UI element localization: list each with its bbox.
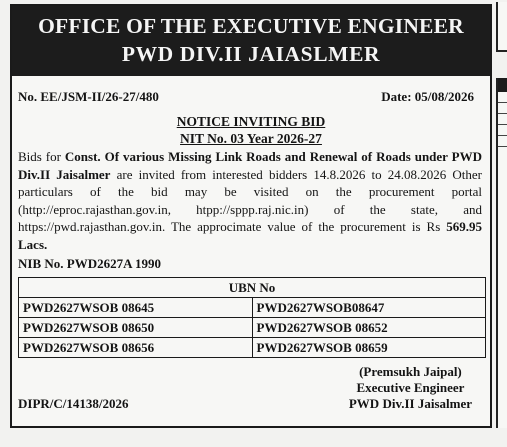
adjacent-ad-row xyxy=(498,114,507,125)
ubn-cell: PWD2627WSOB 08650 xyxy=(19,318,253,338)
reference-line xyxy=(12,76,490,107)
nit-number: NIT No. 03 Year 2026-27 xyxy=(180,131,322,146)
division-title: PWD DIV.II JAIASLMER xyxy=(121,42,381,66)
ubn-cell: PWD2627WSOB 08656 xyxy=(19,338,253,358)
notice-header xyxy=(12,6,490,76)
table-row xyxy=(19,298,486,318)
adjacent-ad-row xyxy=(498,136,507,147)
work-description: Const. Of various Missing Link Roads and Renewal of Roads under PWD Div.II Jaisalmer xyxy=(18,149,482,182)
ubn-cell: PWD2627WSOB 08652 xyxy=(252,318,486,338)
ubn-cell: PWD2627WSOB 08659 xyxy=(252,338,486,358)
nib-number: NIB No. PWD2627A 1990 xyxy=(18,256,162,271)
adjacent-ad-row xyxy=(498,125,507,136)
signature-block xyxy=(349,364,472,412)
notice-heading: NOTICE INVITING BID xyxy=(176,114,326,129)
notice-date: Date: 05/08/2026 xyxy=(381,89,474,104)
table-row xyxy=(19,338,486,358)
ubn-cell: PWD2627WSOB08647 xyxy=(252,298,486,318)
ubn-table xyxy=(18,277,486,358)
body-intro: Bids for xyxy=(18,149,65,164)
table-row xyxy=(19,318,486,338)
procurement-value: 569.95 Lacs. xyxy=(18,219,482,252)
notice-footer xyxy=(12,358,490,412)
adjacent-ad-header xyxy=(498,78,507,92)
adjacent-ad-edge-bottom xyxy=(496,78,507,428)
adjacent-ad-row xyxy=(498,103,507,114)
adjacent-ad-edge-top xyxy=(496,2,507,52)
signatory-designation: Executive Engineer xyxy=(356,380,465,395)
dipr-number: DIPR/C/14138/2026 xyxy=(18,396,129,411)
ubn-header-row xyxy=(19,278,486,298)
notice-body xyxy=(12,148,490,253)
body-details: are invited from interested bidders 14.8.2026 to 24.08.2026 Other particulars of the bid may be visited on the procurement portal (http://eproc.rajasthan.gov.in, htpp://sppp.raj.nic.in) of the state, and https://pwd.rajasthan.gov.in. The approcimate value of the procurement is Rs xyxy=(18,166,482,234)
adjacent-ad-row xyxy=(498,92,507,103)
signatory-name: (Premsukh Jaipal) xyxy=(359,364,462,379)
office-title: OFFICE OF THE EXECUTIVE ENGINEER xyxy=(38,14,464,38)
ubn-header: UBN No xyxy=(19,278,486,298)
signatory-office: PWD Div.II Jaisalmer xyxy=(348,396,472,411)
bid-notice xyxy=(10,4,492,428)
reference-number: No. EE/JSM-II/26-27/480 xyxy=(18,89,159,104)
ubn-cell: PWD2627WSOB 08645 xyxy=(19,298,253,318)
